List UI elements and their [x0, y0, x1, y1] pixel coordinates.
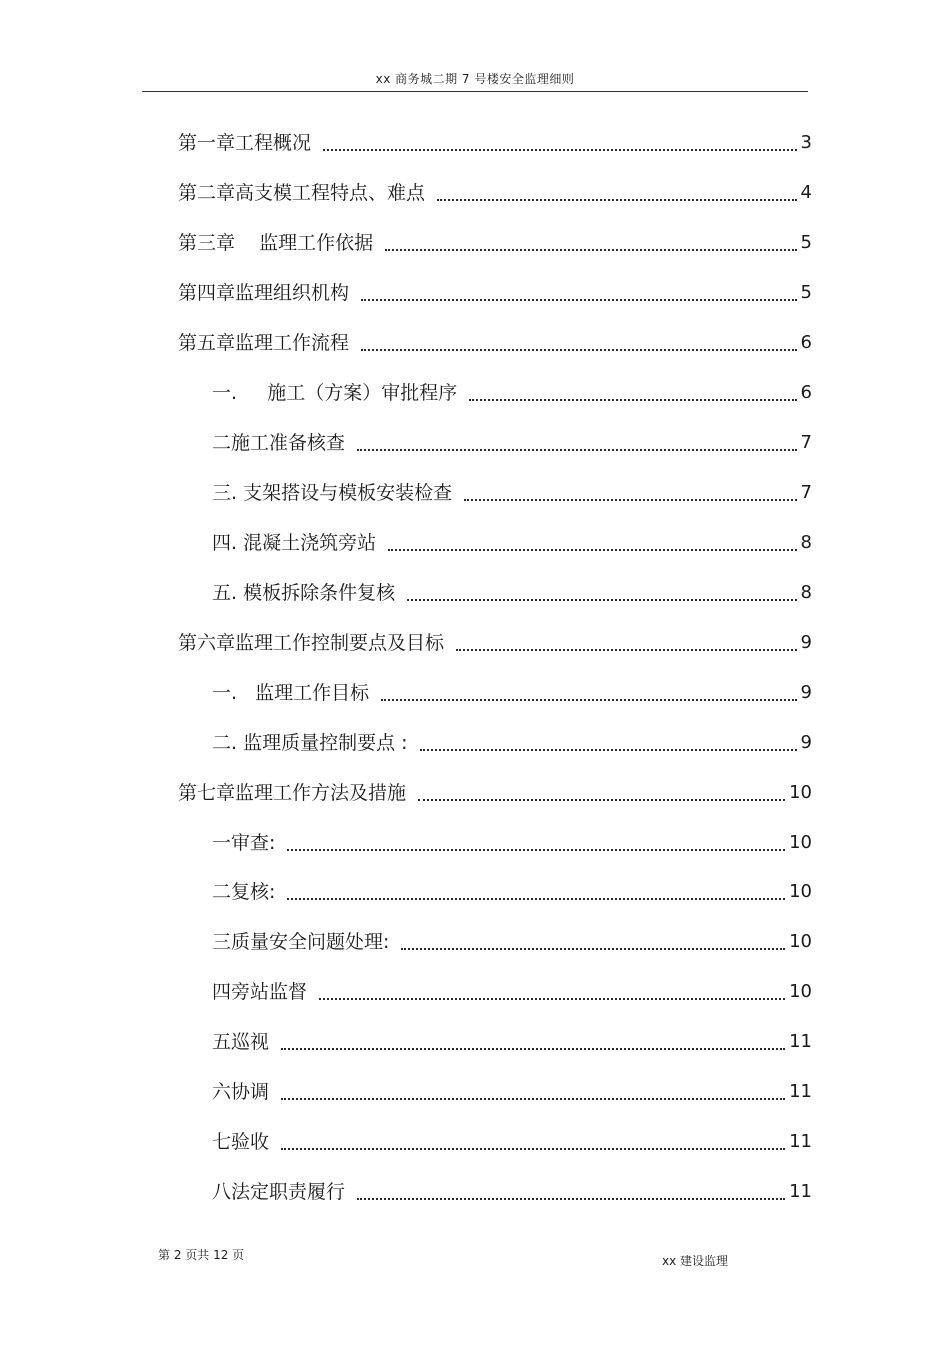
- toc-entry-label: 第四章监理组织机构: [178, 282, 350, 304]
- toc-entry-page: 5: [800, 232, 812, 253]
- toc-leader-dots: [357, 449, 797, 451]
- toc-entry-chapter-1[interactable]: [178, 126, 812, 156]
- toc-entry-page: 8: [800, 582, 812, 603]
- toc-entry-section[interactable]: [212, 726, 812, 756]
- toc-entry-chapter-5[interactable]: [178, 326, 812, 356]
- toc-entry-page: 10: [789, 981, 812, 1002]
- toc-entry-label: 五巡视: [212, 1031, 270, 1053]
- toc-entry-page: 8: [800, 532, 812, 553]
- toc-entry-section[interactable]: [212, 676, 812, 706]
- toc-leader-dots: [401, 948, 785, 950]
- page-header-title: xx 商务城二期 7 号楼安全监理细则: [375, 72, 575, 86]
- toc-entry-label: 一. 施工（方案）审批程序: [212, 382, 458, 404]
- toc-leader-dots: [281, 1048, 785, 1050]
- toc-entry-page: 9: [800, 632, 812, 653]
- toc-leader-dots: [381, 699, 796, 701]
- toc-entry-page: 6: [800, 382, 812, 403]
- toc-leader-dots: [418, 799, 785, 801]
- toc-entry-section[interactable]: [212, 975, 812, 1005]
- toc-entry-section[interactable]: [212, 1175, 812, 1205]
- toc-entry-page: 10: [789, 782, 812, 803]
- toc-entry-section[interactable]: [212, 875, 812, 905]
- toc-leader-dots: [385, 249, 796, 251]
- toc-leader-dots: [281, 1098, 785, 1100]
- toc-leader-dots: [456, 649, 797, 651]
- toc-entry-page: 4: [800, 182, 812, 203]
- toc-entry-section[interactable]: [212, 826, 812, 856]
- toc-entry-label: 四旁站监督: [212, 981, 308, 1003]
- toc-entry-section[interactable]: [212, 426, 812, 456]
- toc-entry-label: 三质量安全问题处理:: [212, 931, 390, 953]
- toc-entry-chapter-4[interactable]: [178, 276, 812, 306]
- toc-entry-chapter-3[interactable]: [178, 226, 812, 256]
- toc-entry-page: 9: [800, 732, 812, 753]
- toc-entry-page: 5: [800, 282, 812, 303]
- toc-entry-page: 7: [800, 432, 812, 453]
- toc-entry-page: 10: [789, 832, 812, 853]
- toc-entry-label: 第三章 监理工作依据: [178, 232, 374, 254]
- toc-entry-page: 3: [800, 132, 812, 153]
- toc-leader-dots: [420, 749, 797, 751]
- toc-entry-label: 第七章监理工作方法及措施: [178, 782, 407, 804]
- footer-page-info: 第 2 页共 12 页: [158, 1248, 245, 1262]
- toc-entry-page: 11: [789, 1031, 812, 1052]
- toc-entry-section[interactable]: [212, 576, 812, 606]
- toc-entry-label: 一审查:: [212, 832, 276, 854]
- toc-entry-page: 10: [789, 931, 812, 952]
- toc-entry-chapter-2[interactable]: [178, 176, 812, 206]
- footer-company: xx 建设监理: [662, 1254, 729, 1268]
- toc-entry-section[interactable]: [212, 526, 812, 556]
- toc-leader-dots: [287, 849, 785, 851]
- toc-leader-dots: [361, 299, 797, 301]
- toc-entry-label: 七验收: [212, 1131, 270, 1153]
- toc-entry-page: 10: [789, 881, 812, 902]
- toc-entry-label: 五. 模板拆除条件复核: [212, 582, 396, 604]
- toc-entry-label: 八法定职责履行: [212, 1181, 346, 1203]
- toc-entry-page: 11: [789, 1181, 812, 1202]
- toc-entry-label: 第一章工程概况: [178, 132, 312, 154]
- toc-entry-page: 7: [800, 482, 812, 503]
- toc-entry-label: 第五章监理工作流程: [178, 332, 350, 354]
- toc-leader-dots: [361, 349, 797, 351]
- toc-leader-dots: [437, 199, 797, 201]
- toc-entry-label: 二复核:: [212, 881, 276, 903]
- toc-entry-page: 11: [789, 1081, 812, 1102]
- toc-leader-dots: [319, 998, 785, 1000]
- toc-entry-section[interactable]: [212, 1025, 812, 1055]
- toc-entry-page: 11: [789, 1131, 812, 1152]
- toc-leader-dots: [323, 149, 797, 151]
- toc-entry-label: 三. 支架搭设与模板安装检查: [212, 482, 453, 504]
- toc-entry-label: 第六章监理工作控制要点及目标: [178, 632, 445, 654]
- toc-entry-section[interactable]: [212, 1075, 812, 1105]
- toc-entry-label: 四. 混凝土浇筑旁站: [212, 532, 377, 554]
- toc-entry-section[interactable]: [212, 1125, 812, 1155]
- toc-entry-label: 二. 监理质量控制要点 :: [212, 732, 408, 754]
- toc-leader-dots: [407, 599, 796, 601]
- toc-leader-dots: [388, 549, 796, 551]
- toc-entry-page: 9: [800, 682, 812, 703]
- toc-entry-section[interactable]: [212, 925, 812, 955]
- toc-leader-dots: [469, 399, 796, 401]
- toc-entry-chapter-7[interactable]: [178, 776, 812, 806]
- toc-entry-label: 一. 监理工作目标: [212, 682, 370, 704]
- toc-entry-label: 六协调: [212, 1081, 270, 1103]
- toc-entry-section[interactable]: [212, 376, 812, 406]
- toc-entry-label: 第二章高支模工程特点、难点: [178, 182, 426, 204]
- toc-entry-page: 6: [800, 332, 812, 353]
- toc-entry-chapter-6[interactable]: [178, 626, 812, 656]
- toc-leader-dots: [357, 1198, 785, 1200]
- toc-leader-dots: [281, 1148, 785, 1150]
- toc-leader-dots: [287, 898, 785, 900]
- toc-entry-section[interactable]: [212, 476, 812, 506]
- toc-entry-label: 二施工准备核查: [212, 432, 346, 454]
- toc-leader-dots: [464, 499, 796, 501]
